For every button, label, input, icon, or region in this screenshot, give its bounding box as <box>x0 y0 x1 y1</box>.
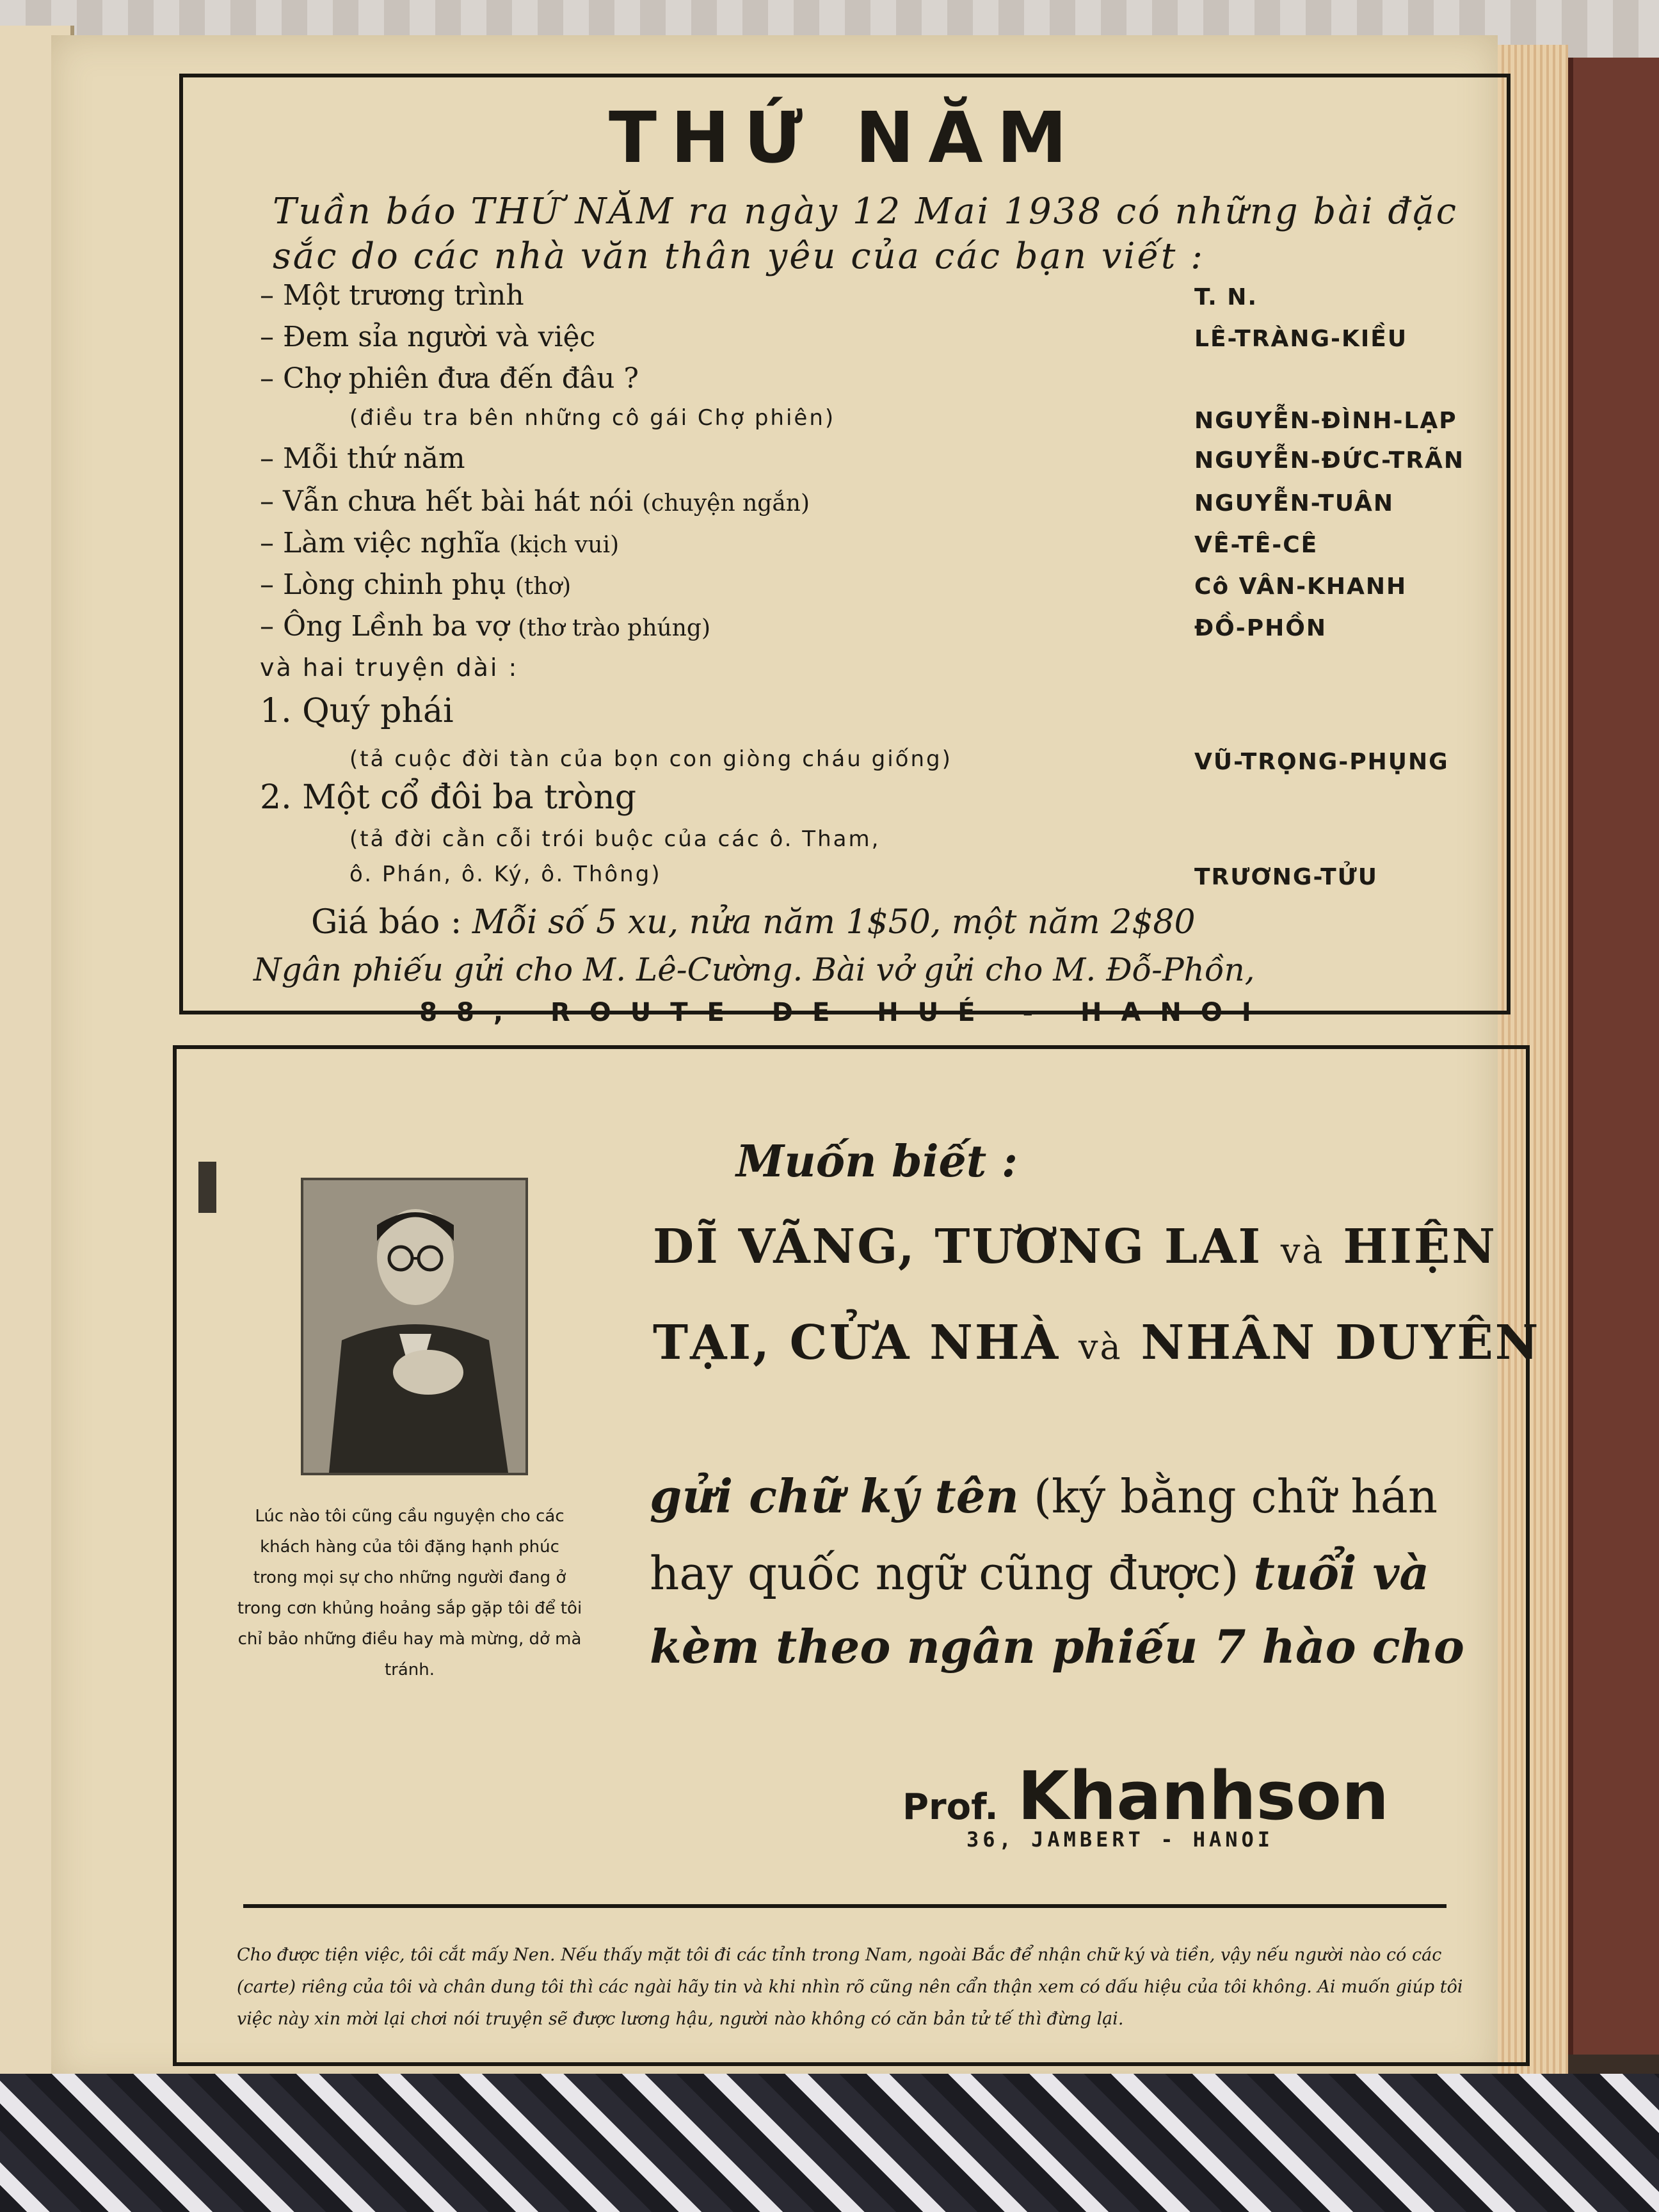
toc-title: – Chợ phiên đưa đến đâu ? <box>260 362 639 395</box>
payment-instructions: Ngân phiếu gửi cho M. Lê-Cường. Bài vở gửi cho M. Đỗ-Phồn, <box>253 951 1255 988</box>
bookmark-strip <box>198 1162 216 1213</box>
divider-rule <box>243 1904 1447 1908</box>
story-author: TRƯƠNG-TỬU <box>1194 864 1378 890</box>
body-line-2 <box>650 1546 1429 1600</box>
toc-entry <box>260 485 1514 524</box>
headline-line-2 <box>653 1315 1540 1370</box>
toc-title: – Mỗi thứ năm <box>260 442 465 475</box>
toc-title: – Đem sỉa người và việc <box>260 321 596 353</box>
toc-title: – Lòng chinh phụ <box>260 568 506 601</box>
story-subtitle: ô. Phán, ô. Ký, ô. Thông) <box>349 862 662 887</box>
story-entry <box>260 778 1514 817</box>
toc-author: NGUYỄN-ĐỨC-TRÃN <box>1194 447 1465 474</box>
portrait-illustration <box>303 1180 525 1473</box>
headline-connector: và <box>1078 1327 1123 1367</box>
body-line-3 <box>650 1619 1464 1674</box>
price-text: Mỗi số 5 xu, nửa năm 1$50, một năm 2$80 <box>472 903 1196 942</box>
toc-note: (chuyện ngắn) <box>642 490 810 517</box>
toc-subtitle: (điều tra bên những cô gái Chợ phiên) <box>349 405 836 431</box>
toc-author: LÊ-TRÀNG-KIỀU <box>1194 326 1408 352</box>
toc-author: NGUYỄN-ĐÌNH-LẠP <box>1194 408 1457 434</box>
toc-title: – Ông Lềnh ba vợ <box>260 610 509 643</box>
toc-author: Cô VÂN-KHANH <box>1194 573 1407 600</box>
portrait-photo <box>301 1178 528 1475</box>
toc-entry <box>260 362 1514 401</box>
story-author-row <box>260 859 1514 897</box>
prof-name: Khanhson <box>1017 1757 1389 1835</box>
price-label: Giá báo : <box>311 903 462 942</box>
toc-author: T. N. <box>1194 284 1258 310</box>
toc-entry <box>260 568 1514 607</box>
headline-text: NHÂN DUYÊN <box>1141 1315 1541 1370</box>
toc-entry <box>260 321 1514 359</box>
price-line <box>311 903 1196 942</box>
toc-entry <box>260 279 1514 317</box>
newspaper-page <box>51 35 1541 2083</box>
headline-line-1 <box>653 1219 1497 1274</box>
story-subtitle: (tả đời cằn cỗi trói buộc của các ô. Tham, <box>349 826 881 852</box>
toc-author: VÊ-TÊ-CÊ <box>1194 532 1318 558</box>
story-entry <box>260 692 1514 730</box>
advertiser-address: 36, JAMBERT - HANOI <box>966 1827 1274 1852</box>
story-subtitle: (tả cuộc đời tàn của bọn con giòng cháu giống) <box>349 746 952 772</box>
toc-note: (thơ) <box>515 573 572 600</box>
toc-note: (kịch vui) <box>509 532 620 558</box>
headline-text: TẠI, CỬA NHÀ <box>653 1315 1061 1370</box>
body-italic: tuổi và <box>1253 1546 1430 1600</box>
body-line-1 <box>650 1469 1438 1523</box>
patterned-fabric-foreground <box>0 2074 1659 2212</box>
headline-text: HIỆN <box>1343 1219 1497 1274</box>
fine-print: Cho được tiện việc, tôi cắt mấy Nen. Nếu thấy mặt tôi đi các tỉnh trong Nam, ngoài Bắc để nhận chữ ký và tiền, vậy nếu người nào có các (carte) riêng của tôi và chân dung tôi thì các ngài hãy tin và khi nhìn rõ cũng nên cẩn thận xem có dấu hiệu của tôi không. Ai muốn giúp tôi việc này xin mời lại chơi nói truyện sẽ được lương hậu, người nào không có căn bản tử tế thì đừng lại. <box>237 1945 1463 2029</box>
body-text: hay quốc ngữ cũng được) <box>650 1546 1239 1600</box>
body-text: (ký bằng chữ hán <box>1033 1470 1438 1523</box>
portrait-caption: Lúc nào tôi cũng cầu nguyện cho các khách hàng của tôi đặng hạnh phúc trong mọi sự cho những người đang ở trong cơn khủng hoảng sắp gặp tôi để tôi chỉ bảo những điều hay mà mừng, dở mà tránh. <box>237 1507 582 1679</box>
body-italic: kèm theo ngân phiếu 7 hào cho <box>650 1619 1464 1674</box>
toc-title: – Làm việc nghĩa <box>260 527 501 559</box>
toc-note: (thơ trào phúng) <box>518 615 710 641</box>
toc-title: – Vẫn chưa hết bài hát nói <box>260 485 634 518</box>
toc-title: – Một trương trình <box>260 279 524 312</box>
story-title: 1. Quý phái <box>260 692 454 730</box>
toc-entry <box>260 442 1514 481</box>
masthead-title: THỨ NĂM <box>609 97 1081 179</box>
thu-nam-advertisement <box>179 74 1511 1027</box>
toc-author: NGUYỄN-TUÂN <box>1194 490 1395 517</box>
intro-paragraph: Tuần báo THỨ NĂM ra ngày 12 Mai 1938 có những bài đặc sắc do các nhà văn thân yêu của các bạn viết : <box>273 191 1458 277</box>
story-author-row <box>260 744 1514 782</box>
story-title: 2. Một cổ đôi ba tròng <box>260 778 636 817</box>
publisher-address: 88, ROUTE DE HUÉ - HANOI <box>419 998 1270 1027</box>
story-author: VŨ-TRỌNG-PHỤNG <box>1194 749 1449 775</box>
prof-label: Prof. <box>902 1786 998 1828</box>
ad-heading: Muốn biết : <box>736 1136 1018 1187</box>
toc-entry <box>260 403 1514 441</box>
advertiser-name <box>902 1757 1389 1835</box>
toc-author: ĐỒ-PHỒN <box>1194 615 1327 641</box>
headline-text: DĨ VÃNG, TƯƠNG LAI <box>653 1219 1263 1274</box>
toc-entry <box>260 527 1514 565</box>
book-cover <box>1568 58 1659 2055</box>
long-stories-label: và hai truyện dài : <box>260 653 519 682</box>
headline-connector: và <box>1280 1231 1325 1271</box>
body-italic: gửi chữ ký tên <box>650 1469 1019 1523</box>
toc-entry <box>260 610 1514 648</box>
